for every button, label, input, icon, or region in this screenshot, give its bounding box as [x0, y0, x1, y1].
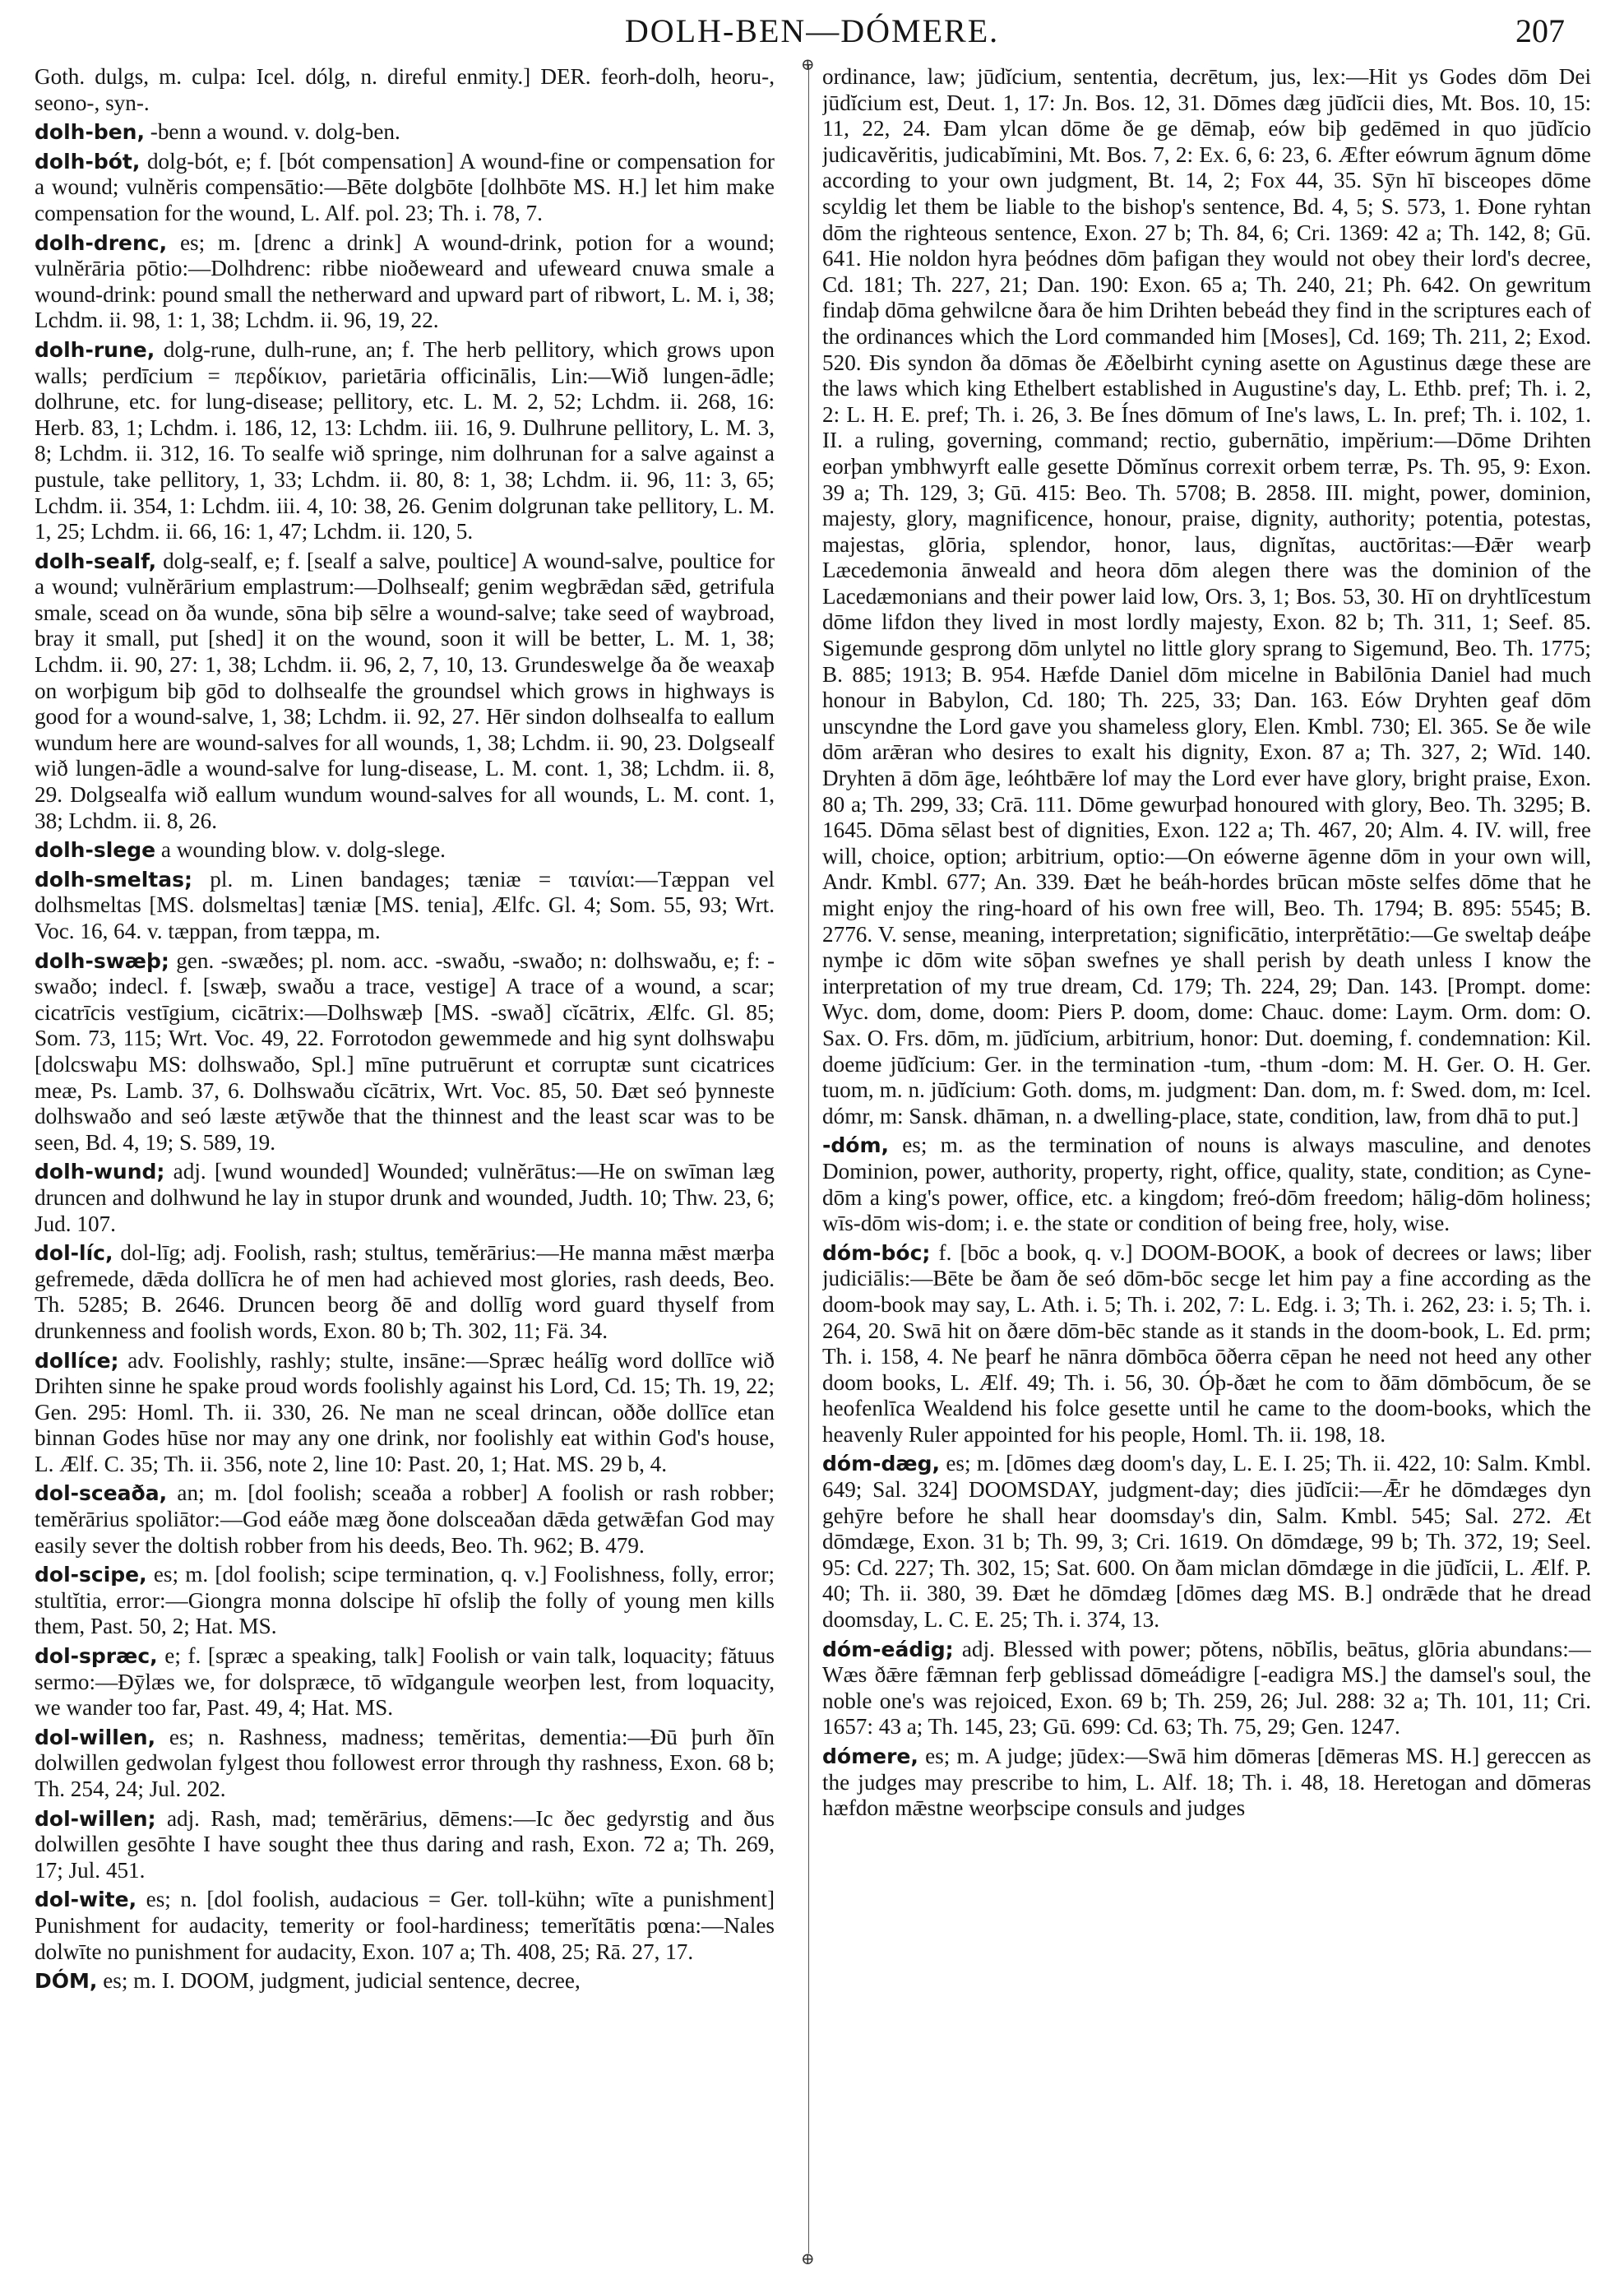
- dictionary-entry: [35, 948, 775, 1156]
- dictionary-entry: [822, 64, 1591, 1129]
- entry-text: es; m. [drenc a drink] A wound-drink, potion for a wound; vulnĕrāria pōtio:—Dolhdrenc: ribbe nioðeweard and ufeweard cnuwa smale a wound-drink: pound small the netherward and upward part of ribwort, L. M. i, 38; Lchdm. ii. 98, 1: 1, 38; Lchdm. ii. 96, 19, 22.: [35, 229, 775, 333]
- dictionary-entry: [35, 1240, 775, 1344]
- entry-text: es; n. Rashness, madness; temĕritas, dementia:—Ðū þurh ðīn dolwillen gedwolan fylgest thou followest error through thy rashness, Exon. 68 b; Th. 254, 24; Jul. 202.: [35, 1724, 775, 1801]
- entry-headword: dolh-swæþ;: [35, 948, 169, 973]
- entry-text: dol-līg; adj. Foolish, rash; stultus, temĕrārius:—He manna mǣst mærþa gefremede, dǣda dollīcra he of men had achieved most glories, rash deeds, Beo. Th. 5285; B. 2646. Druncen beorg ðē and dollīg word guard thyself from drunkenness and foolish words, Exon. 80 b; Th. 302, 11; Fä. 34.: [35, 1240, 775, 1343]
- entry-text: gen. -swæðes; pl. nom. acc. -swaðu, -swaðo; n: dolhswaðu, e; f: -swaðo; indecl. f. [swæþ, swaðu a trace, vestige] A trace of a wound, a scar; cicatrīcis vestīgium, cicātrix:—Dolhswæþ [MS. -swað] cĭcātrix, Ælfc. Gl. 85; Som. 73, 115; Wrt. Voc. 49, 22. Forrotodon gewemmede and hig synt dolhswaþu [dolcswaþu MS: dolhswaðo, Spl.] mīne putruērunt et corruptæ sunt cicatrices meæ, Ps. Lamb. 37, 6. Dolhswaðu cĭcātrix, Wrt. Voc. 85, 50. Ðæt seó þynneste dolhswaðo and seó læste ætȳwðe that the thinnest and the least scar was to be seen, Bd. 4, 19; S. 589, 19.: [35, 947, 775, 1155]
- dictionary-entry: [35, 64, 775, 116]
- dictionary-entry: [35, 549, 775, 835]
- dictionary-entry: [35, 1806, 775, 1884]
- entry-text: es; n. [dol foolish, audacious = Ger. toll-kühn; wīte a punishment] Punishment for audacity, temerity or fool-hardiness; temerĭtātis pœna:—Nales dolwīte no punishment for audacity, Exon. 107 a; Th. 408, 25; Rā. 27, 17.: [35, 1887, 775, 1964]
- entry-headword: dol-líc,: [35, 1241, 113, 1266]
- dictionary-entry: [35, 149, 775, 227]
- entry-headword: dollíce;: [35, 1348, 119, 1373]
- entry-text: an; m. [dol foolish; sceaða a robber] A foolish or rash robber; temĕrārius spoliātor:—God eáðe mæg ðone dolsceaðan dǣda getwǣfan God may easily sever the doltish robber from his deeds, Beo. Th. 962; B. 479.: [35, 1480, 775, 1558]
- entry-text: es; m. as the termination of nouns is always masculine, and denotes Dominion, power, authority, property, right, office, quality, state, condition; as Cyne-dōm a king's power, office, etc. a kingdom; freó-dōm freedom; hālig-dōm holiness; wīs-dōm wis-dom; i. e. the state or condition of being free, holy, wise.: [822, 1133, 1591, 1236]
- entry-text: Goth. dulgs, m. culpa: Icel. dólg, n. direful enmity.] DER. feorh-dolh, heoru-, seono-, syn-.: [35, 64, 775, 115]
- entry-text: es; m. [dol foolish; scipe termination, q. v.] Foolishness, folly, error; stultĭtia, error:—Giongra monna dolscipe hī ofsliþ the folly of young men kills them, Past. 50, 2; Hat. MS.: [35, 1562, 775, 1639]
- entry-headword: dolh-ben,: [35, 120, 145, 145]
- entry-text: adj. Rash, mad; temĕrārius, dēmens:—Ic ðec gedyrstig and ðus dolwillen gesōhte I have sought thee thus daring and rash, Exon. 72 a; Th. 269, 17; Jul. 451.: [35, 1805, 775, 1883]
- dictionary-entry: [822, 1451, 1591, 1633]
- dictionary-entry: [822, 1133, 1591, 1236]
- column-divider: [808, 64, 809, 2254]
- dictionary-entry: [35, 867, 775, 945]
- entry-text: es; m. I. DOOM, judgment, judicial sentence, decree,: [103, 1968, 581, 1994]
- entry-headword: dol-spræc,: [35, 1644, 158, 1669]
- dictionary-entry: [35, 119, 775, 146]
- entry-headword: dóm-dæg,: [822, 1452, 940, 1476]
- dictionary-entry: [35, 1968, 775, 1994]
- entry-headword: dol-sceaða,: [35, 1481, 168, 1506]
- entry-headword: -dóm,: [822, 1133, 889, 1158]
- entry-headword: dolh-bót,: [35, 149, 141, 174]
- dictionary-entry: [822, 1744, 1591, 1822]
- dictionary-entry: [35, 1562, 775, 1640]
- entry-text: adj. [wund wounded] Wounded; vulnĕrātus:—He on swīman læg druncen and dolhwund he lay in stupor drunk and wounded, Judth. 10; Thw. 23, 6; Jud. 107.: [35, 1159, 775, 1236]
- entry-text: dolg-rune, dulh-rune, an; f. The herb pellitory, which grows upon walls; perdīcium = περδίκιον, parietāria officinālis, Lin:—Wið lungen-ādle; dolhrune, etc. for lung-disease; pellitory, etc. L. M. 2, 52; Lchdm. ii. 268, 16: Herb. 83, 1; Lchdm. i. 186, 12, 13: Lchdm. iii. 16, 9. Dulhrune pellitory, L. M. 3, 8; Lchdm. ii. 312, 16. To sealfe wið springe, nim dolhrunan for a salve against a pustule, take pellitory, 1, 33; Lchdm. ii. 80, 8: 1, 38; Lchdm. ii. 96, 11: 3, 65; Lchdm. ii. 354, 1: Lchdm. iii. 4, 10: 38, 26. Genim dolgrunan take pellitory, L. M. 1, 25; Lchdm. ii. 66, 16: 1, 47; Lchdm. ii. 120, 5.: [35, 336, 775, 544]
- entry-text: a wounding blow. v. dolg-slege.: [160, 837, 446, 863]
- entry-headword: dóm-bóc;: [822, 1240, 931, 1265]
- dictionary-entry: [35, 337, 775, 545]
- entry-headword: DÓM,: [35, 1969, 98, 1994]
- entry-headword: dolh-wund;: [35, 1160, 165, 1184]
- dictionary-entry: [35, 837, 775, 864]
- entry-text: adv. Foolishly, rashly; stulte, insāne:—Spræc heálīg word dollīce wið Drihten sinne he spake proud words foolishly against his Lord, Cd. 15; Th. 19, 22; Gen. 295: Homl. Th. ii. 330, 26. Ne man ne sceal drincan, oððe dollīce etan binnan Godes hūse nor may any one drink, nor foolishly eat within God's house, L. Ælf. C. 35; Th. ii. 356, note 2, line 10: Past. 20, 1; Hat. MS. 29 b, 4.: [35, 1347, 775, 1476]
- registration-mark-top: ⊕: [801, 54, 815, 74]
- entry-text: es; m. [dōmes dæg doom's day, L. E. I. 25; Th. ii. 422, 10: Salm. Kmbl. 649; Sal. 324] DOOMSDAY, judgment-day; dies jūdĭcii:—Ǣr he dōmdæges dyn gehȳre before he shall hear doomsday's din, Salm. Kmbl. 545; Sal. 272. Æt dōmdæge, Exon. 31 b; Th. 99, 3; Cri. 1619. On dōmdæge, 99 b; Th. 372, 19; Seel. 95: Cd. 227; Th. 302, 15; Sat. 600. On ðam miclan dōmdæge in die jūdĭcii, L. Ælf. P. 40; Th. ii. 380, 39. Ðæt he dōmdæg [dōmes dæg MS. B.] ondrǣde that he dread doomsday, L. C. E. 25; Th. i. 374, 13.: [822, 1451, 1591, 1633]
- dictionary-entry: [35, 1643, 775, 1721]
- entry-headword: dolh-slege: [35, 838, 156, 863]
- entry-text: e; f. [spræc a speaking, talk] Foolish or vain talk, loquacity; fătuus sermo:—Ðȳlæs we, for dolspræce, tō wīdgangule weorþen lest, from loquacity, we wander too far, Past. 49, 4; Hat. MS.: [35, 1643, 775, 1721]
- dictionary-entry: [822, 1637, 1591, 1740]
- entry-headword: dol-willen,: [35, 1725, 156, 1749]
- entry-headword: dol-willen;: [35, 1806, 156, 1831]
- dictionary-entry: [35, 1725, 775, 1803]
- entry-headword: dolh-smeltas;: [35, 867, 192, 892]
- right-column: [822, 64, 1591, 2254]
- entry-headword: dolh-rune,: [35, 337, 155, 362]
- entry-text: f. [bōc a book, q. v.] DOOM-BOOK, a book of decrees or laws; liber judiciālis:—Bēte be ðam ðe seó dōm-bōc secge let him pay a fine according as the doom-book may say, L. Ath. i. 5; Th. i. 202, 7: L. Edg. i. 3; Th. i. 262, 23: i. 5; Th. i. 264, 20. Swā hit on ðære dōm-bēc stande as it stands in the doom-book, L. Ed. prm; Th. i. 158, 4. Ne þearf he nānra dōmbōca ōðerra cēpan he need not heed any other doom books, L. Ælf. 49; Th. i. 56, 30. Óþ-ðæt he com to ðām dōmbōcum, ðe se heofenlīca Wealdend his folce gesette until he came to the doom-books, which the heavenly Ruler appointed for his people, Homl. Th. ii. 198, 18.: [822, 1239, 1591, 1447]
- dictionary-entry: [35, 1348, 775, 1478]
- page-header: [0, 12, 1624, 51]
- entry-headword: dolh-sealf,: [35, 549, 157, 573]
- entry-headword: dol-wite,: [35, 1888, 137, 1912]
- entry-text: -benn a wound. v. dolg-ben.: [150, 119, 400, 145]
- dictionary-entry: [35, 1480, 775, 1559]
- entry-headword: dolh-drenc,: [35, 230, 168, 255]
- entry-text: es; m. A judge; jūdex:—Swā him dōmeras [dēmeras MS. H.] gereccen as the judges may prescribe to him, L. Alf. 18; Th. i. 48, 18. Heretogan and dōmeras hæfdon mǣstne weorþscipe consuls and judges: [822, 1744, 1591, 1821]
- entry-text: ordinance, law; jūdĭcium, sententia, decrētum, jus, lex:—Hit ys Godes dōm Dei jūdĭcium est, Deut. 1, 17: Jn. Bos. 12, 31. Dōmes dæg jūdĭcii dies, Mt. Bos. 10, 15: 11, 22, 24. Ðam ylcan dōme ðe ge dēmaþ, eów biþ gedēmed in quo jūdĭcio judicavĕritis, judicabĭmini, Mt. Bos. 7, 2: Ex. 6, 6: 23, 6. Æfter eówrum āgnum dōme according to your own judgment, Bt. 14, 2; Fox 44, 35. Sȳn hī bisceopes dōme scyldig let them be liable to the bishop's sentence, Bd. 4, 5; S. 573, 1. Ðone ryhtan dōm the righteous sentence, Exon. 27 b; Th. 84, 6; Cri. 1369: 42 a; Th. 142, 8; Gū. 641. Hie noldon hyra þeódnes dōm þafigan they would not obey their lord's decree, Cd. 181; Th. 227, 21; Dan. 190: Exon. 65 a; Th. 240, 21; Ph. 642. On gewritum findaþ dōma gehwilcne ðara ðe him Drihten bebeád they find in the scriptures each of the ordinances which the Lord commanded him [Moses], Cd. 169; Th. 211, 2; Exod. 520. Ðis syndon ða dōmas ðe Æðelbirht cyning asette on Agustinus dæge these are the laws which king Ethelbert established in Augustine's day, L. Ethb. pref; Th. i. 2, 2: L. H. E. pref; Th. i. 26, 3. Be Ínes dōmum of Ine's laws, L. In. pref; Th. i. 102, 1. II. a ruling, governing, command; rectio, gubernātio, impĕrium:—Dōme Drihten eorþan ymbhwyrft ealle gesette Dŏmĭnus correxit orbem terræ, Ps. Th. 95, 9: Exon. 39 a; Th. 129, 3; Gū. 415: Beo. Th. 5708; B. 2858. III. might, power, dominion, majesty, glory, magnificence, honour, praise, dignity, authority; potentia, potestas, majestas, glōria, splendor, honor, laus, dignĭtas, auctōritas:—Ðǣr wearþ Læcedemonia ānweald and heora dōm alegen there was the dominion of the Lacedæmonians and their power laid low, Ors. 3, 1; Bos. 53, 30. Hī on dryhtlīcestum dōme lifdon they lived in most lordly majesty, Exon. 82 b; Th. 311, 1; Seef. 85. Sigemunde gesprong dōm unlytel no little glory sprang to Sigemund, Beo. Th. 1775; B. 885; 1913; B. 954. Hæfde Daniel dōm micelne in Babilōnia Daniel had much honour in Babylon, Cd. 180; Th. 225, 33; Dan. 163. Eów Dryhten geaf dōm unscyndne the Lord gave you shameless glory, Elen. Kmbl. 730; El. 365. Se ðe wile dōm arǣran who desires to exalt his dignity, Exon. 87 a; Th. 327, 2; Wīd. 140. Dryhten ā dōm āge, leóhtbǣre lof may the Lord ever have glory, bright praise, Exon. 80 a; Th. 299, 33; Crā. 111. Dōme gewurþad honoured with glory, Beo. Th. 3295; B. 1645. Dōma sēlast best of dignities, Exon. 122 a; Th. 467, 20; Alm. 4. IV. will, free will, choice, option; arbitrium, optio:—On eówerne āgenne dōm in your own will, Andr. Kmbl. 677; An. 339. Ðæt he beáh-hordes brūcan mōste selfes dōme that he might enjoy the ring-hoard of his own free will, Beo. Th. 1794; B. 895: 5545; B. 2776. V. sense, meaning, interpretation; significātio, interprĕtātio:—Ge sweltaþ deáþe nymþe ic dōm wite sōþan swefnes ye shall perish by death unless I know the interpretation of my true dream, Cd. 179; Th. 224, 29; Dan. 143. [Prompt. dome: Wyc. dom, dome, doom: Piers P. doom, dome: Chauc. dome: Laym. Orm. dom: O. Sax. O. Frs. dōm, m. jūdĭcium, arbitrium, honor: Dut. doeming, f. condemnation: Kil. doeme jūdĭcium: Ger. in the termination -tum, -thum -dom: M. H. Ger. O. H. Ger. tuom, m. n. jūdĭcium: Goth. doms, m. judgment: Dan. dom, m. f: Swed. dom, m: Icel. dómr, m: Sansk. dhāman, n. a dwelling-place, state, condition, law, from dhā to put.]: [822, 64, 1591, 1128]
- entry-headword: dómere,: [822, 1744, 918, 1768]
- entry-headword: dol-scipe,: [35, 1563, 147, 1587]
- entry-text: pl. m. Linen bandages; tæniæ = ταινίαι:—Tæppan vel dolhsmeltas [MS. dolsmeltas] tæniæ [MS. tenia], Ælfc. Gl. 4; Som. 55, 93; Wrt. Voc. 16, 64. v. tæppan, from tæppa, m.: [35, 866, 775, 943]
- page-number: 207: [1515, 12, 1565, 49]
- dictionary-entry: [35, 1887, 775, 1965]
- entry-text: dolg-sealf, e; f. [sealf a salve, poultice] A wound-salve, poultice for a wound; vulnĕrārium emplastrum:—Dolhsealf; genim wegbrǣdan sǣd, getrifula smale, scead on ða wunde, sōna biþ sēlre a wound-salve; take seed of waybroad, bray it small, put [shed] it on the wound, soon it will be better, L. M. 1, 38; Lchdm. ii. 90, 27: 1, 38; Lchdm. ii. 96, 2, 7, 10, 13. Grundeswelge ða ðe weaxaþ on worþigum biþ gōd to dolhsealfe the groundsel which grows in highways is good for a wound-salve, 1, 38; Lchdm. ii. 92, 27. Hēr sindon dolhsealfa to eallum wundum here are wound-salves for all wounds, 1, 38; Lchdm. ii. 90, 23. Dolgsealf wið lungen-ādle a wound-salve for lung-disease, L. M. cont. 1, 38; Lchdm. ii. 8, 29. Dolgsealfa wið eallum wundum wound-salves for all wounds, L. M. cont. 1, 38; Lchdm. ii. 8, 26.: [35, 548, 775, 833]
- dictionary-entry: [35, 230, 775, 334]
- dictionary-entry: [822, 1240, 1591, 1448]
- entry-text: dolg-bót, e; f. [bót compensation] A wound-fine or compensation for a wound; vulnĕris compensātio:—Bēte dolgbōte [dolhbōte MS. H.] let him make compensation for the wound, L. Alf. pol. 23; Th. i. 78, 7.: [35, 148, 775, 225]
- entry-text: adj. Blessed with power; pŏtens, nōbĭlis, beātus, glōria abundans:—Wæs ðǣre fǣmnan ferþ geblissad dōmeádigre [-eadigra MS.] the damsel's soul, the noble one's was rejoiced, Exon. 69 b; Th. 259, 26; Jul. 288: 32 a; Th. 101, 11; Cri. 1657: 43 a; Th. 145, 23; Gū. 699: Cd. 63; Th. 75, 29; Gen. 1247.: [822, 1636, 1591, 1740]
- page-title: DOLH-BEN—DÓMERE.: [624, 12, 1000, 49]
- left-column: [35, 64, 775, 2254]
- entry-headword: dóm-eádig;: [822, 1637, 954, 1661]
- dictionary-entry: [35, 1159, 775, 1237]
- registration-mark-bottom: ⊕: [801, 2249, 815, 2268]
